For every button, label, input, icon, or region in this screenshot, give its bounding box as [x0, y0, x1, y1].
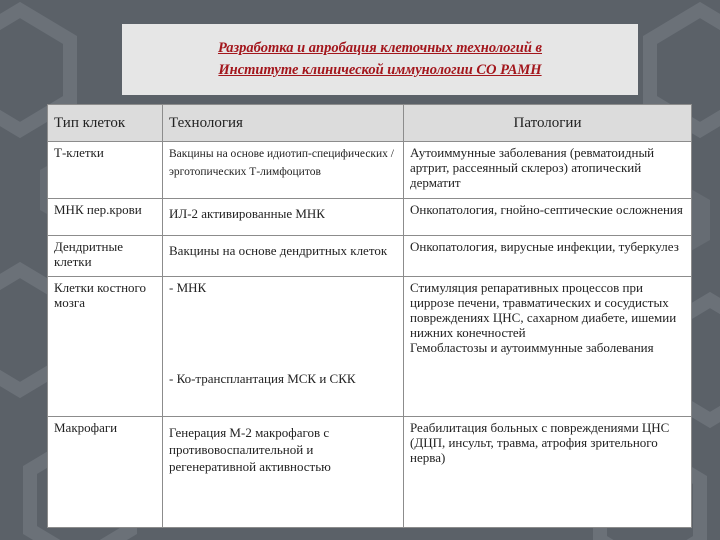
table-row	[48, 417, 692, 528]
table-row	[48, 199, 692, 236]
technology: ИЛ-2 активированные МНК	[163, 199, 404, 236]
header-pathologies: Патологии	[404, 105, 692, 142]
title-line-2: Институте клинической иммунологии СО РАМН	[218, 62, 542, 78]
title-line-1: Разработка и апробация клеточных технологий в	[217, 40, 543, 56]
header-technology: Технология	[163, 105, 404, 142]
cell-type: Дендритные клетки	[48, 236, 163, 277]
technology: Генерация М-2 макрофагов с противовоспалительной и регенеративной активностью	[163, 417, 404, 528]
table-header-row	[48, 105, 692, 142]
technology-a: - МНК	[169, 280, 207, 295]
technology: Вакцины на основе дендритных клеток	[163, 236, 404, 277]
pathology: Онкопатология, гнойно-септические осложнения	[404, 199, 692, 236]
technology-b: - Ко-трансплантация МСК и СКК	[169, 371, 356, 386]
table-row	[48, 236, 692, 277]
cell-type: Клетки костного мозга	[48, 277, 163, 417]
pathology: Онкопатология, вирусные инфекции, туберкулез	[404, 236, 692, 277]
technology	[163, 277, 404, 417]
pathology-b: Гемобластозы и аутоиммунные заболевания	[410, 340, 654, 355]
pathology-a: Стимуляция репаративных процессов при циррозе печени, травматических и сосудистых повреждениях ЦНС, сахарном диабете, ишемии нижних конечностей	[410, 280, 677, 340]
pathology: Аутоиммунные заболевания (ревматоидный артрит, рассеянный склероз) атопический дерматит	[404, 142, 692, 199]
cell-technologies-table	[47, 104, 692, 528]
cell-type: Макрофаги	[48, 417, 163, 528]
slide-title	[122, 24, 638, 95]
technology: Вакцины на основе идиотип-специфических / эрготопических Т-лимфоцитов	[163, 142, 404, 199]
pathology	[404, 277, 692, 417]
table-row	[48, 142, 692, 199]
header-cell-type: Тип клеток	[48, 105, 163, 142]
cell-type: Т-клетки	[48, 142, 163, 199]
pathology: Реабилитация больных с повреждениями ЦНС (ДЦП, инсульт, травма, атрофия зрительного нерва)	[404, 417, 692, 528]
cell-type: МНК пер.крови	[48, 199, 163, 236]
table-row	[48, 277, 692, 417]
